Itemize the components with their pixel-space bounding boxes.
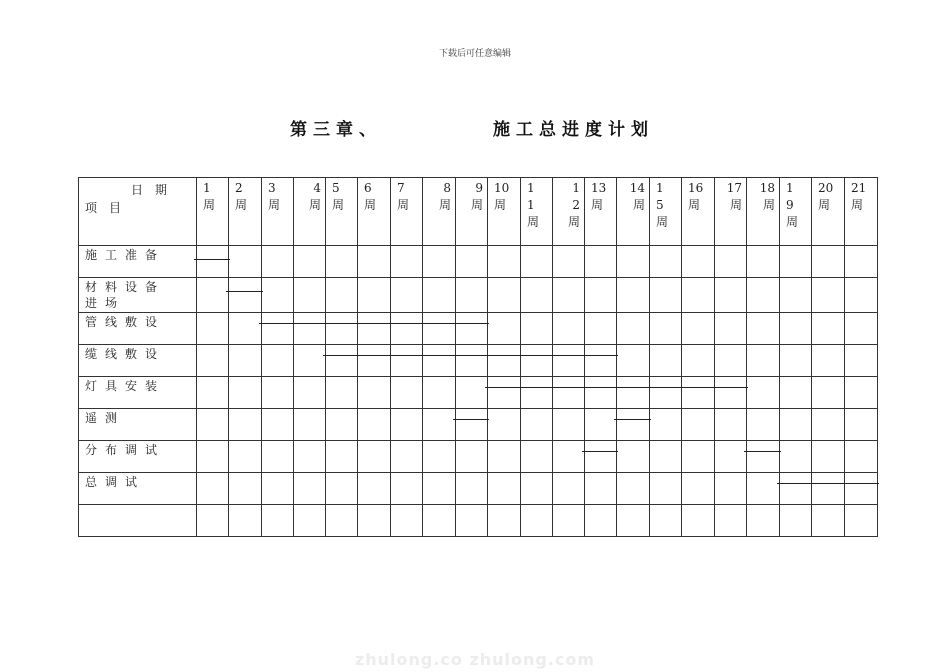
schedule-cell — [294, 278, 326, 313]
task-name-cell — [79, 505, 197, 537]
task-name-cell — [79, 345, 197, 377]
schedule-cell — [780, 409, 812, 441]
schedule-cell — [585, 345, 617, 377]
watermark: zhulong.co zhulong.com — [354, 650, 596, 669]
week-header-15 — [650, 178, 682, 246]
gantt-bar — [744, 451, 781, 452]
schedule-cell — [358, 313, 391, 345]
schedule-cell — [229, 505, 262, 537]
schedule-cell — [488, 278, 521, 313]
schedule-cell — [262, 473, 294, 505]
week-label: 13 周 — [591, 181, 607, 212]
week-label: 1 5 周 — [656, 181, 669, 229]
schedule-cell — [845, 313, 878, 345]
schedule-cell — [197, 278, 229, 313]
schedule-cell — [812, 313, 845, 345]
schedule-cell — [262, 409, 294, 441]
schedule-cell — [358, 377, 391, 409]
schedule-cell — [488, 377, 521, 409]
gantt-bar — [614, 419, 651, 420]
schedule-cell — [715, 313, 747, 345]
schedule-cell — [617, 246, 650, 278]
schedule-cell — [553, 313, 585, 345]
schedule-cell — [747, 409, 780, 441]
task-name: 材料设备 进场 — [85, 280, 166, 310]
week-header-1 — [197, 178, 229, 246]
schedule-cell — [650, 377, 682, 409]
schedule-cell — [585, 473, 617, 505]
schedule-cell — [294, 345, 326, 377]
schedule-cell — [391, 345, 423, 377]
schedule-cell — [229, 409, 262, 441]
schedule-cell — [682, 278, 715, 313]
schedule-cell — [488, 473, 521, 505]
schedule-cell — [617, 345, 650, 377]
week-label: 1 2 周 — [567, 181, 580, 229]
header-row — [79, 178, 878, 246]
week-header-13 — [585, 178, 617, 246]
gantt-bar — [777, 483, 879, 484]
schedule-cell — [780, 441, 812, 473]
schedule-cell — [294, 473, 326, 505]
gantt-bar — [323, 355, 618, 356]
schedule-cell — [521, 377, 553, 409]
week-header-9 — [456, 178, 488, 246]
schedule-cell — [358, 441, 391, 473]
schedule-cell — [488, 409, 521, 441]
schedule-cell — [747, 313, 780, 345]
schedule-cell — [326, 278, 358, 313]
schedule-cell — [780, 313, 812, 345]
schedule-cell — [553, 345, 585, 377]
schedule-cell — [650, 409, 682, 441]
schedule-cell — [682, 345, 715, 377]
schedule-cell — [456, 409, 488, 441]
schedule-cell — [488, 345, 521, 377]
week-header-21 — [845, 178, 878, 246]
schedule-cell — [456, 313, 488, 345]
schedule-cell — [553, 377, 585, 409]
schedule-cell — [456, 345, 488, 377]
schedule-cell — [358, 473, 391, 505]
schedule-cell — [585, 409, 617, 441]
schedule-cell — [423, 377, 456, 409]
schedule-cell — [682, 473, 715, 505]
schedule-cell — [229, 313, 262, 345]
schedule-cell — [262, 377, 294, 409]
schedule-cell — [391, 505, 423, 537]
gantt-bar — [259, 323, 489, 324]
schedule-cell — [617, 313, 650, 345]
schedule-cell — [650, 246, 682, 278]
schedule-cell — [845, 377, 878, 409]
schedule-cell — [294, 409, 326, 441]
task-name-cell — [79, 441, 197, 473]
schedule-cell — [488, 505, 521, 537]
schedule-cell — [812, 441, 845, 473]
schedule-cell — [715, 377, 747, 409]
task-name: 遥测 — [85, 411, 126, 425]
schedule-cell — [521, 345, 553, 377]
task-row — [79, 473, 878, 505]
schedule-cell — [747, 246, 780, 278]
schedule-cell — [229, 473, 262, 505]
schedule-cell — [423, 473, 456, 505]
schedule-cell — [682, 313, 715, 345]
schedule-cell — [780, 377, 812, 409]
schedule-cell — [682, 409, 715, 441]
schedule-cell — [780, 278, 812, 313]
week-header-6 — [358, 178, 391, 246]
week-header-12 — [553, 178, 585, 246]
schedule-cell — [650, 313, 682, 345]
schedule-cell — [262, 441, 294, 473]
schedule-cell — [553, 409, 585, 441]
schedule-cell — [391, 473, 423, 505]
schedule-cell — [845, 345, 878, 377]
schedule-cell — [553, 246, 585, 278]
schedule-cell — [326, 345, 358, 377]
schedule-cell — [715, 505, 747, 537]
schedule-cell — [294, 441, 326, 473]
task-name-cell — [79, 409, 197, 441]
schedule-cell — [715, 246, 747, 278]
week-label: 4 周 — [308, 181, 321, 212]
task-name-cell — [79, 313, 197, 345]
week-header-2 — [229, 178, 262, 246]
week-header-16 — [682, 178, 715, 246]
schedule-cell — [812, 246, 845, 278]
schedule-cell — [229, 246, 262, 278]
gantt-bar — [194, 259, 230, 260]
schedule-cell — [423, 246, 456, 278]
schedule-cell — [456, 473, 488, 505]
week-header-14 — [617, 178, 650, 246]
week-label: 21 周 — [851, 181, 867, 212]
header-note: 下载后可任意编辑 — [438, 49, 511, 59]
schedule-cell — [553, 441, 585, 473]
schedule-cell — [845, 505, 878, 537]
schedule-cell — [553, 473, 585, 505]
schedule-cell — [326, 473, 358, 505]
task-name: 缆线敷设 — [85, 347, 166, 361]
schedule-cell — [326, 409, 358, 441]
title-chapter: 第三章、 — [290, 120, 382, 140]
task-name-cell — [79, 246, 197, 278]
schedule-cell — [488, 246, 521, 278]
schedule-cell — [229, 377, 262, 409]
schedule-cell — [780, 505, 812, 537]
schedule-cell — [812, 345, 845, 377]
schedule-cell — [780, 473, 812, 505]
task-name — [79, 505, 196, 507]
schedule-cell — [747, 441, 780, 473]
gantt-bar — [485, 387, 748, 388]
week-label: 5 周 — [332, 181, 345, 212]
schedule-cell — [262, 246, 294, 278]
task-row — [79, 409, 878, 441]
schedule-cell — [812, 505, 845, 537]
task-row — [79, 246, 878, 278]
task-row — [79, 441, 878, 473]
schedule-cell — [715, 441, 747, 473]
week-header-3 — [262, 178, 294, 246]
corner-cell — [79, 178, 197, 246]
gantt-bar — [453, 419, 489, 420]
schedule-cell — [617, 409, 650, 441]
week-header-17 — [715, 178, 747, 246]
schedule-cell — [391, 441, 423, 473]
title-heading: 施工总进度计划 — [493, 120, 654, 140]
schedule-cell — [423, 278, 456, 313]
week-header-5 — [326, 178, 358, 246]
schedule-cell — [682, 246, 715, 278]
schedule-cell — [456, 505, 488, 537]
schedule-cell — [650, 505, 682, 537]
task-row — [79, 345, 878, 377]
week-label: 6 周 — [364, 181, 377, 212]
schedule-cell — [391, 278, 423, 313]
schedule-cell — [650, 473, 682, 505]
schedule-cell — [358, 345, 391, 377]
week-label: 16 周 — [688, 181, 704, 212]
schedule-cell — [682, 377, 715, 409]
schedule-cell — [521, 246, 553, 278]
schedule-cell — [585, 313, 617, 345]
schedule-cell — [197, 377, 229, 409]
schedule-cell — [456, 441, 488, 473]
week-header-20 — [812, 178, 845, 246]
schedule-cell — [845, 278, 878, 313]
schedule-cell — [326, 505, 358, 537]
schedule-cell — [521, 313, 553, 345]
schedule-cell — [358, 246, 391, 278]
schedule-cell — [488, 313, 521, 345]
schedule-cell — [617, 473, 650, 505]
schedule-cell — [262, 278, 294, 313]
week-label: 9 周 — [470, 181, 483, 212]
week-label: 7 周 — [397, 181, 410, 212]
task-name: 施工准备 — [85, 248, 166, 262]
schedule-table — [78, 177, 878, 537]
week-label: 3 周 — [268, 181, 281, 212]
schedule-cell — [715, 473, 747, 505]
corner-project-label: 项目 — [85, 201, 134, 215]
week-label: 8 周 — [438, 181, 451, 212]
schedule-cell — [294, 246, 326, 278]
schedule-cell — [747, 377, 780, 409]
schedule-cell — [391, 246, 423, 278]
week-header-7 — [391, 178, 423, 246]
schedule-cell — [391, 409, 423, 441]
schedule-cell — [423, 345, 456, 377]
week-header-4 — [294, 178, 326, 246]
schedule-cell — [845, 246, 878, 278]
schedule-cell — [845, 441, 878, 473]
schedule-cell — [229, 345, 262, 377]
schedule-cell — [488, 441, 521, 473]
schedule-cell — [617, 377, 650, 409]
task-row — [79, 505, 878, 537]
week-header-11 — [521, 178, 553, 246]
schedule-cell — [262, 313, 294, 345]
schedule-cell — [812, 473, 845, 505]
schedule-cell — [197, 246, 229, 278]
week-label: 20 周 — [818, 181, 834, 212]
week-label: 1 9 周 — [786, 181, 799, 229]
schedule-cell — [521, 441, 553, 473]
task-name-cell — [79, 377, 197, 409]
schedule-cell — [812, 409, 845, 441]
schedule-cell — [715, 345, 747, 377]
schedule-cell — [617, 278, 650, 313]
schedule-cell — [747, 278, 780, 313]
schedule-cell — [229, 441, 262, 473]
schedule-cell — [585, 441, 617, 473]
schedule-cell — [358, 409, 391, 441]
schedule-cell — [197, 441, 229, 473]
schedule-cell — [326, 377, 358, 409]
schedule-cell — [715, 409, 747, 441]
schedule-cell — [423, 441, 456, 473]
schedule-cell — [197, 473, 229, 505]
schedule-cell — [650, 278, 682, 313]
schedule-cell — [521, 505, 553, 537]
schedule-cell — [391, 313, 423, 345]
schedule-cell — [585, 505, 617, 537]
corner-date-label: 日期 — [131, 183, 180, 197]
schedule-cell — [553, 278, 585, 313]
schedule-cell — [845, 409, 878, 441]
schedule-cell — [617, 441, 650, 473]
week-label: 1 1 周 — [527, 181, 540, 229]
schedule-cell — [262, 345, 294, 377]
schedule-cell — [682, 505, 715, 537]
week-header-19 — [780, 178, 812, 246]
schedule-cell — [197, 313, 229, 345]
week-label: 17 周 — [726, 181, 742, 212]
schedule-cell — [521, 473, 553, 505]
schedule-cell — [521, 278, 553, 313]
week-label: 2 周 — [235, 181, 248, 212]
schedule-cell — [617, 505, 650, 537]
schedule-cell — [294, 377, 326, 409]
task-name: 管线敷设 — [85, 315, 166, 329]
task-name: 灯具安装 — [85, 379, 166, 393]
schedule-cell — [197, 409, 229, 441]
schedule-cell — [747, 505, 780, 537]
schedule-cell — [650, 345, 682, 377]
schedule-cell — [553, 505, 585, 537]
schedule-cell — [780, 345, 812, 377]
gantt-bar — [226, 291, 263, 292]
schedule-cell — [423, 313, 456, 345]
schedule-cell — [197, 345, 229, 377]
schedule-cell — [682, 441, 715, 473]
schedule-cell — [780, 246, 812, 278]
schedule-cell — [715, 278, 747, 313]
schedule-cell — [326, 441, 358, 473]
week-header-8 — [423, 178, 456, 246]
task-name-cell — [79, 473, 197, 505]
week-label: 14 周 — [629, 181, 645, 212]
schedule-cell — [326, 313, 358, 345]
task-row — [79, 377, 878, 409]
week-header-18 — [747, 178, 780, 246]
schedule-cell — [294, 505, 326, 537]
schedule-cell — [423, 505, 456, 537]
schedule-cell — [294, 313, 326, 345]
schedule-cell — [812, 377, 845, 409]
task-name: 总调试 — [85, 475, 146, 489]
week-label: 10 周 — [494, 181, 510, 212]
page-title — [290, 115, 654, 140]
task-name: 分布调试 — [85, 443, 166, 457]
schedule-cell — [585, 246, 617, 278]
task-row — [79, 313, 878, 345]
schedule-cell — [262, 505, 294, 537]
schedule-cell — [585, 377, 617, 409]
week-header-10 — [488, 178, 521, 246]
schedule-cell — [456, 246, 488, 278]
schedule-cell — [391, 377, 423, 409]
schedule-cell — [747, 473, 780, 505]
schedule-cell — [423, 409, 456, 441]
schedule-cell — [358, 505, 391, 537]
schedule-cell — [229, 278, 262, 313]
gantt-bar — [582, 451, 618, 452]
task-row — [79, 278, 878, 313]
week-label: 1 周 — [203, 181, 216, 212]
schedule-cell — [197, 505, 229, 537]
schedule-cell — [812, 278, 845, 313]
schedule-cell — [650, 441, 682, 473]
schedule-cell — [358, 278, 391, 313]
week-label: 18 周 — [759, 181, 775, 212]
schedule-cell — [326, 246, 358, 278]
schedule-cell — [585, 278, 617, 313]
schedule-cell — [845, 473, 878, 505]
schedule-cell — [521, 409, 553, 441]
task-name-cell — [79, 278, 197, 313]
schedule-cell — [747, 345, 780, 377]
schedule-cell — [456, 377, 488, 409]
schedule-cell — [456, 278, 488, 313]
